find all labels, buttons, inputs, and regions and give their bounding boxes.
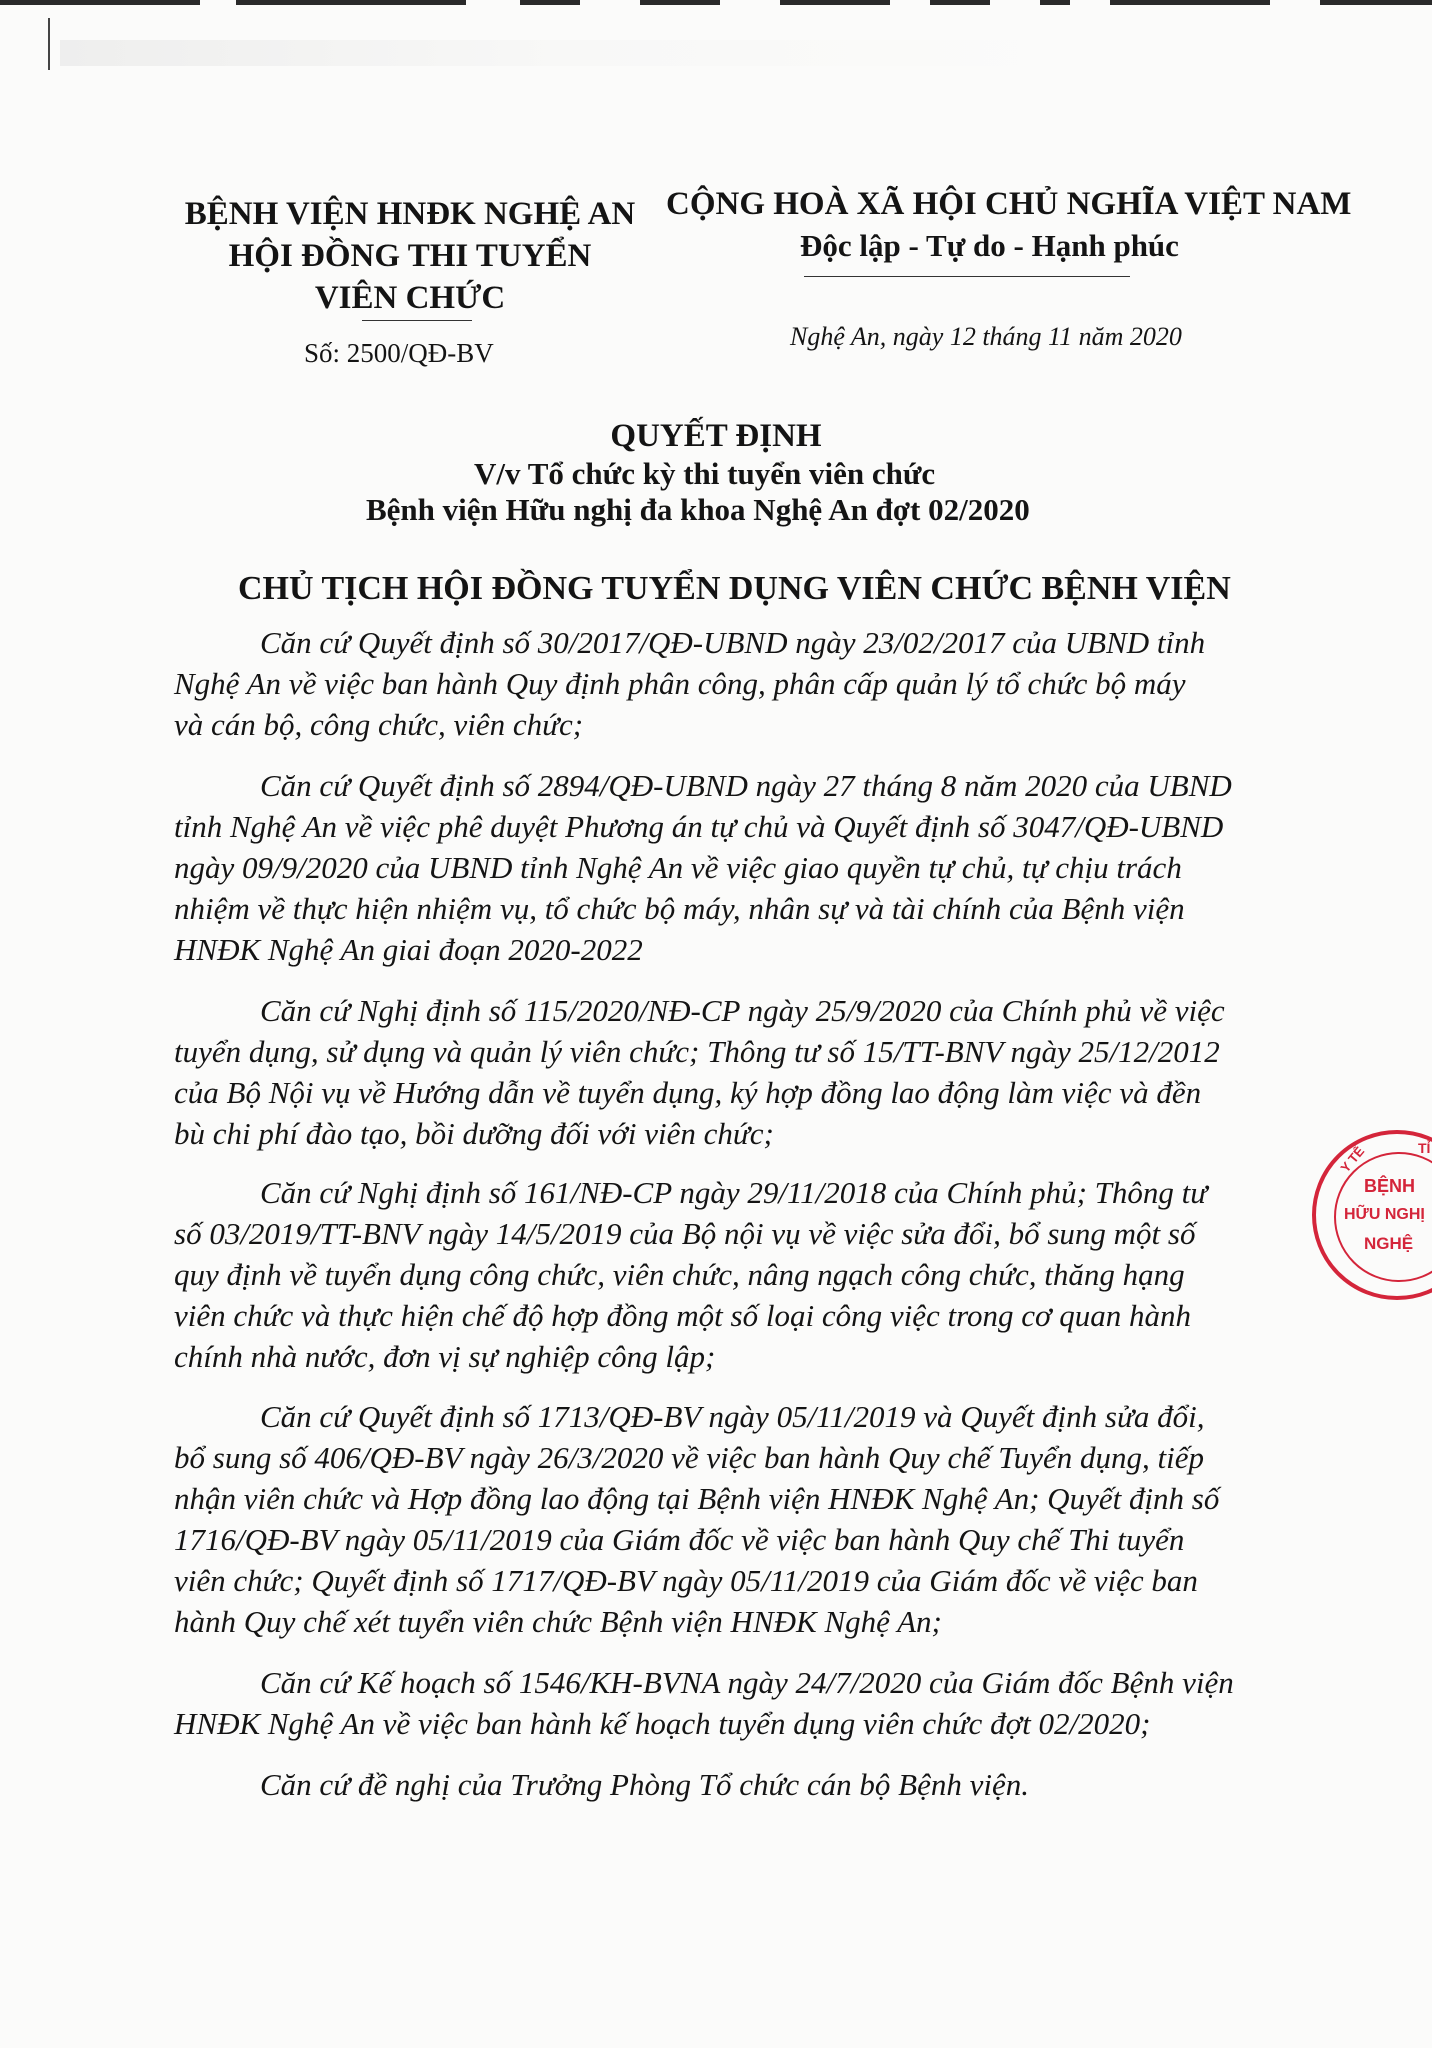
official-seal [1312, 1130, 1432, 1300]
text-line: tuyển dụng, sử dụng và quản lý viên chức; Thông tư số 15/TT-BNV ngày 25/12/2012 [174, 1034, 1220, 1069]
decision-subject-1: V/v Tổ chức kỳ thi tuyển viên chức [474, 456, 936, 491]
text-line: Căn cứ Quyết định số 1713/QĐ-BV ngày 05/11/2019 và Quyết định sửa đổi, [260, 1399, 1205, 1434]
text-line: và cán bộ, công chức, viên chức; [174, 707, 584, 742]
seal-arc-text: TỈ [1418, 1140, 1431, 1156]
document-number: Số: 2500/QĐ-BV [304, 338, 494, 368]
text-line: Căn cứ Nghị định số 115/2020/NĐ-CP ngày 25/9/2020 của Chính phủ về việc [260, 993, 1225, 1028]
text-line: 1716/QĐ-BV ngày 05/11/2019 của Giám đốc về việc ban hành Quy chế Thi tuyển [174, 1522, 1185, 1557]
text-line: Căn cứ Quyết định số 30/2017/QĐ-UBND ngày 23/02/2017 của UBND tỉnh [260, 625, 1206, 660]
national-motto: Độc lập - Tự do - Hạnh phúc [800, 228, 1179, 263]
place-date: Nghệ An, ngày 12 tháng 11 năm 2020 [790, 322, 1182, 351]
text-line: quy định về tuyển dụng công chức, viên chức, nâng ngạch công chức, thăng hạng [174, 1257, 1185, 1292]
text-line: viên chức; Quyết định số 1717/QĐ-BV ngày 05/11/2019 của Giám đốc về việc ban [174, 1563, 1198, 1598]
text-line: Căn cứ Nghị định số 161/NĐ-CP ngày 29/11/2018 của Chính phủ; Thông tư [260, 1175, 1208, 1210]
seal-arc-text: Y TẾ [1337, 1143, 1368, 1176]
seal-text: BỆNH [1364, 1176, 1416, 1196]
scan-smudge [60, 40, 1060, 66]
legal-basis-2 [174, 765, 1284, 970]
decision-subject-2: Bệnh viện Hữu nghị đa khoa Nghệ An đợt 02/2020 [366, 492, 1030, 527]
org-line-1: BỆNH VIỆN HNĐK NGHỆ AN [184, 196, 636, 232]
text-line: HNĐK Nghệ An giai đoạn 2020-2022 [174, 932, 643, 967]
legal-basis-3 [174, 990, 1284, 1154]
text-line: hành Quy chế xét tuyển viên chức Bệnh viện HNĐK Nghệ An; [174, 1604, 942, 1639]
org-line-2: HỘI ĐỒNG THI TUYỂN [228, 238, 592, 274]
text-line: Căn cứ đề nghị của Trưởng Phòng Tổ chức cán bộ Bệnh viện. [260, 1767, 1029, 1802]
legal-basis-5 [174, 1396, 1284, 1642]
org-underline [362, 320, 472, 321]
text-line: bổ sung số 406/QĐ-BV ngày 26/3/2020 về việc ban hành Quy chế Tuyển dụng, tiếp [174, 1440, 1204, 1475]
motto-underline [804, 276, 1130, 277]
scan-top-edge [0, 0, 1432, 8]
legal-basis-6 [174, 1662, 1284, 1744]
legal-basis-1 [174, 622, 1284, 745]
issuing-authority: CHỦ TỊCH HỘI ĐỒNG TUYỂN DỤNG VIÊN CHỨC BỆNH VIỆN [238, 570, 1231, 607]
text-line: viên chức và thực hiện chế độ hợp đồng một số loại công việc trong cơ quan hành [174, 1298, 1192, 1333]
issuing-organization [180, 193, 640, 319]
text-line: Căn cứ Kế hoạch số 1546/KH-BVNA ngày 24/7/2020 của Giám đốc Bệnh viện [260, 1665, 1234, 1700]
text-line: Nghệ An về việc ban hành Quy định phân công, phân cấp quản lý tổ chức bộ máy [174, 666, 1186, 701]
national-title: CỘNG HOÀ XÃ HỘI CHỦ NGHĨA VIỆT NAM [666, 186, 1352, 222]
text-line: ngày 09/9/2020 của UBND tỉnh Nghệ An về việc giao quyền tự chủ, tự chịu trách [174, 850, 1182, 885]
scan-mark [48, 18, 50, 70]
text-line: nhận viên chức và Hợp đồng lao động tại Bệnh viện HNĐK Nghệ An; Quyết định số [174, 1481, 1220, 1516]
text-line: tỉnh Nghệ An về việc phê duyệt Phương án tự chủ và Quyết định số 3047/QĐ-UBND [174, 809, 1224, 844]
legal-basis-4 [174, 1172, 1284, 1377]
legal-basis-7 [174, 1764, 1284, 1805]
text-line: nhiệm về thực hiện nhiệm vụ, tổ chức bộ máy, nhân sự và tài chính của Bệnh viện [174, 891, 1185, 926]
seal-text: HỮU NGHỊ [1344, 1206, 1425, 1223]
text-line: HNĐK Nghệ An về việc ban hành kế hoạch tuyển dụng viên chức đợt 02/2020; [174, 1706, 1151, 1741]
text-line: bù chi phí đào tạo, bồi dưỡng đối với viên chức; [174, 1116, 774, 1151]
text-line: của Bộ Nội vụ về Hướng dẫn về tuyển dụng, ký hợp đồng lao động làm việc và đền [174, 1075, 1202, 1110]
org-line-3: VIÊN CHỨC [314, 280, 506, 316]
seal-text: NGHỆ [1364, 1234, 1414, 1253]
text-line: Căn cứ Quyết định số 2894/QĐ-UBND ngày 27 tháng 8 năm 2020 của UBND [260, 768, 1232, 803]
text-line: chính nhà nước, đơn vị sự nghiệp công lập; [174, 1339, 716, 1374]
decision-title: QUYẾT ĐỊNH [610, 418, 822, 454]
text-line: số 03/2019/TT-BNV ngày 14/5/2019 của Bộ nội vụ về việc sửa đổi, bổ sung một số [174, 1216, 1196, 1251]
